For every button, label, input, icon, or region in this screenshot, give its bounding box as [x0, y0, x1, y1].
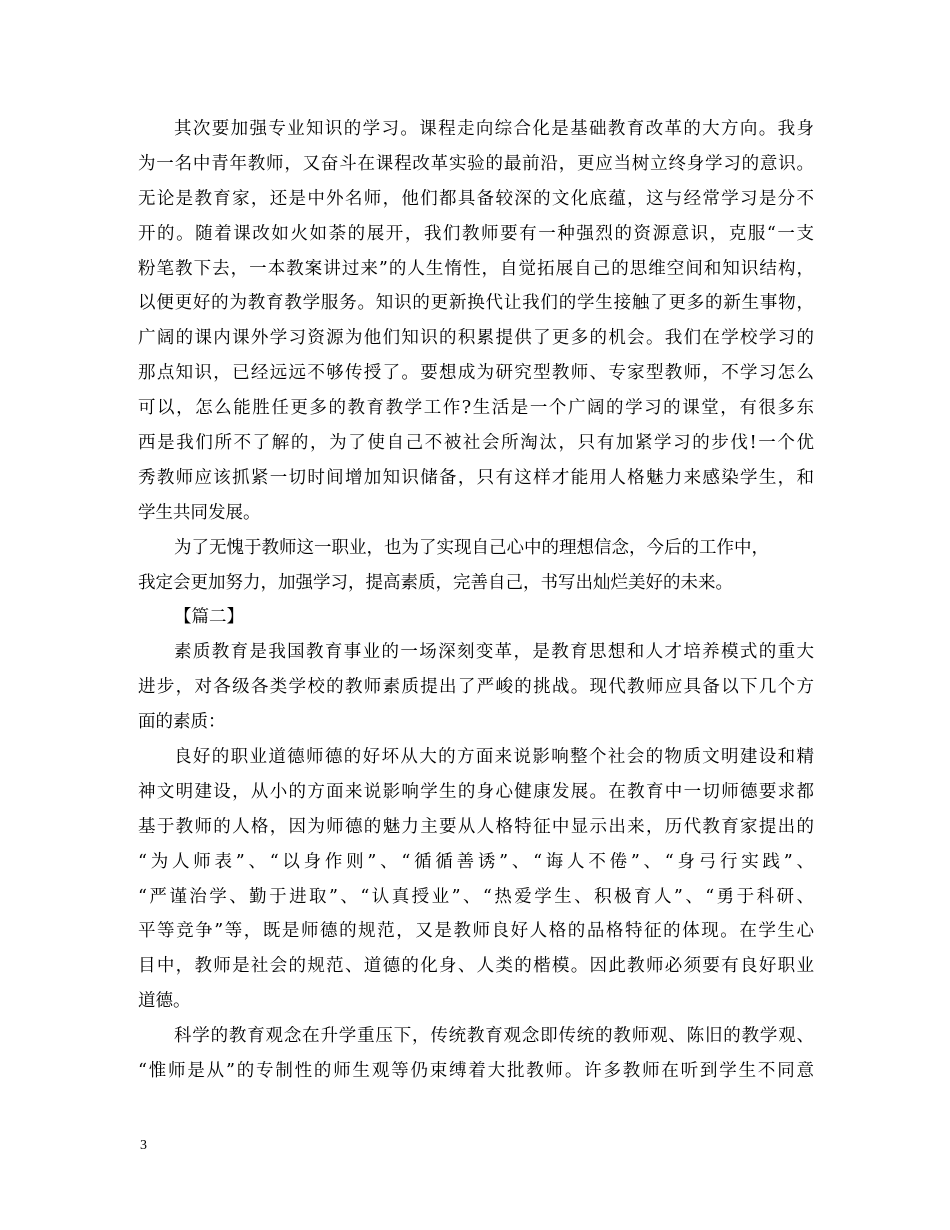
text-line: 良好的职业道德师德的好坏从大的方面来说影响整个社会的物质文明建设和精 — [174, 747, 814, 768]
text-line: “惟师是从”的专制性的师生观等仍束缚着大批教师。许多教师在听到学生不同意 — [138, 1061, 814, 1082]
text-line: 进步，对各级各类学校的教师素质提出了严峻的挑战。现代教师应具备以下几个方 — [138, 677, 814, 698]
page-number: 3 — [140, 1138, 147, 1153]
text-line: 我定会更加努力，加强学习，提高素质，完善自己，书写出灿烂美好的未来。 — [138, 572, 733, 593]
text-line: 基于教师的人格，因为师德的魅力主要从人格特征中显示出来，历代教育家提出的 — [138, 816, 814, 837]
text-line: 为一名中青年教师，又奋斗在课程改革实验的最前沿，更应当树立终身学习的意识。 — [138, 153, 814, 174]
text-line: 素质教育是我国教育事业的一场深刻变革，是教育思想和人才培养模式的重大 — [174, 642, 814, 663]
text-line: 科学的教育观念在升学重压下，传统教育观念即传统的教师观、陈旧的教学观、 — [174, 1026, 814, 1047]
text-line: 广阔的课内课外学习资源为他们知识的积累提供了更多的机会。我们在学校学习的 — [138, 328, 814, 349]
text-line: 【篇二】 — [174, 607, 244, 628]
text-line: 目中，教师是社会的规范、道德的化身、人类的楷模。因此教师必须要有良好职业 — [138, 956, 814, 977]
text-line: 西是我们所不了解的，为了使自己不被社会所淘汰，只有加紧学习的步伐!一个优 — [138, 433, 814, 454]
text-line: 开的。随着课改如火如荼的展开，我们教师要有一种强烈的资源意识，克服“一支 — [138, 223, 814, 244]
text-line: 平等竞争”等，既是师德的规范，又是教师良好人格的品格特征的体现。在学生心 — [138, 921, 814, 942]
text-line: 为了无愧于教师这一职业，也为了实现自己心中的理想信念，今后的工作中， — [174, 537, 769, 558]
text-line: “为人师表”、“以身作则”、“循循善诱”、“诲人不倦”、“身弓行实践”、 — [138, 851, 814, 872]
text-line: 神文明建设，从小的方面来说影响学生的身心健康发展。在教育中一切师德要求都 — [138, 781, 814, 802]
text-line: 道德。 — [138, 991, 191, 1012]
text-line: 那点知识，已经远远不够传授了。要想成为研究型教师、专家型教师，不学习怎么 — [138, 363, 814, 384]
text-line: 粉笔教下去，一本教案讲过来”的人生惰性，自觉拓展自己的思维空间和知识结构， — [138, 258, 814, 279]
text-line: 秀教师应该抓紧一切时间增加知识储备，只有这样才能用人格魅力来感染学生，和 — [138, 467, 814, 488]
document-body — [138, 112, 814, 1089]
text-line: 无论是教育家，还是中外名师，他们都具备较深的文化底蕴，这与经常学习是分不 — [138, 188, 814, 209]
text-line: 面的素质： — [138, 712, 226, 733]
text-line: “严谨治学、勤于进取”、“认真授业”、“热爱学生、积极育人”、“勇于科研、 — [138, 886, 814, 907]
text-line: 其次要加强专业知识的学习。课程走向综合化是基础教育改革的大方向。我身 — [174, 119, 814, 139]
text-line: 以便更好的为教育教学服务。知识的更新换代让我们的学生接触了更多的新生事物， — [138, 293, 814, 314]
text-line: 学生共同发展。 — [138, 502, 261, 523]
text-line: 可以，怎么能胜任更多的教育教学工作?生活是一个广阔的学习的课堂，有很多东 — [138, 398, 814, 419]
